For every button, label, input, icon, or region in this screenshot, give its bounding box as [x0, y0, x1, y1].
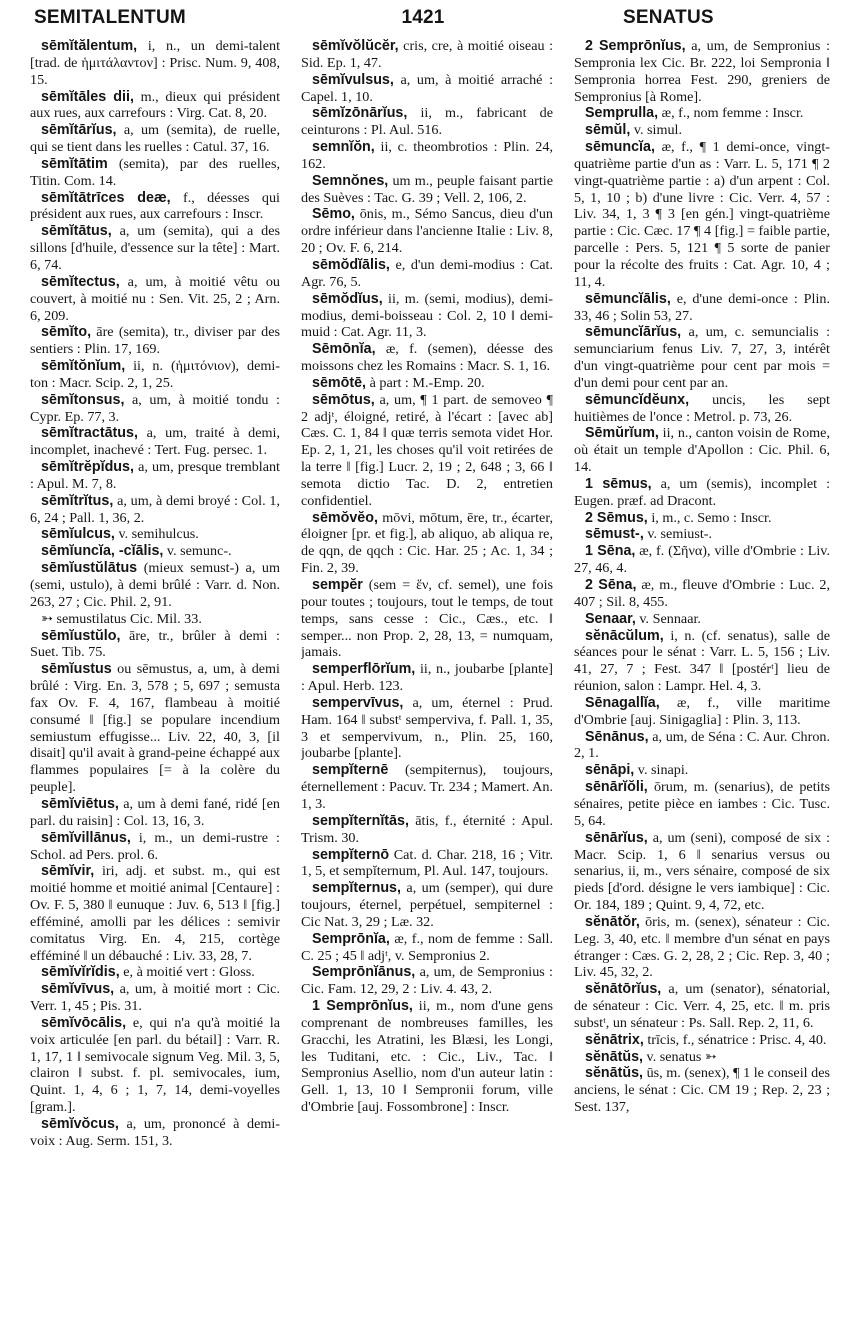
entry-headword: sēmŏvĕo,: [312, 509, 378, 526]
entry-headword: sēmĭtălentum,: [41, 38, 138, 54]
entry-headword: sēmĭtātim: [41, 155, 108, 172]
entry-headword: sempĭternĭtās,: [312, 812, 409, 829]
entry-definition: a, um, c. semuncialis : semunciarium fenus Liv. 7, 27, 3, intérêt d'un vingt-quatrième pour cent par mois = d'un demi pour cent par an.: [574, 324, 830, 391]
entry-headword: 1 sēmus,: [585, 475, 652, 492]
dictionary-entry: [574, 830, 830, 914]
entry-headword: Sēmōnĭa,: [312, 341, 376, 358]
entry-definition: e, à moitié vert : Gloss.: [119, 964, 255, 981]
entry-headword: 2 Sēmus,: [585, 509, 648, 526]
entry-headword: Sēnānus,: [585, 728, 649, 745]
dictionary-entry: [30, 830, 280, 864]
entry-headword: 1 Sēna,: [585, 543, 636, 560]
dictionary-entry: [301, 695, 553, 762]
dictionary-entry: [574, 914, 830, 981]
dictionary-entry: [30, 425, 280, 459]
dictionary-entry: [30, 981, 280, 1015]
entry-headword: sēmuncĭālis,: [585, 290, 671, 307]
dictionary-entry: [574, 139, 830, 291]
entry-headword: sēmĭulcus,: [41, 526, 115, 543]
entry-headword: sĕnācŭlum,: [585, 627, 664, 644]
entry-definition: i, n. (cf. senatus), salle de séances pour le sénat : Varr. L. 5, 156 ; Liv. 41, 27, 7 ; Fest. 347 ‖ [postérᵗ] lieu de réunion, salon : Lampr. Hel. 4, 3.: [574, 627, 830, 695]
entry-definition: ūs, m. (senex), ¶ 1 le conseil des anciens, le sénat : Cic. CM 19 ; Rep. 2, 23 ; Sest. 137,: [574, 1065, 830, 1116]
entry-definition: ii, n. (ἡμιτόνιον), demi-ton : Macr. Scip. 2, 1, 25.: [30, 358, 280, 391]
entry-headword: sēmuncĭdĕunx,: [585, 391, 690, 408]
entry-definition: ii, c. theombrotios : Plin. 24, 162.: [301, 139, 553, 172]
entry-definition: ōnis, m., Sémo Sancus, dieu d'un ordre inférieur dans l'ancienne Italie : Liv. 8, 20 ; Ov. F. 6, 214.: [301, 206, 553, 257]
entry-headword: sēmŭl,: [585, 122, 631, 139]
entry-headword: sĕnātŭs,: [585, 1065, 644, 1082]
dictionary-entry: [301, 341, 553, 375]
dictionary-entry: [574, 392, 830, 426]
entry-headword: semnĭŏn,: [312, 139, 375, 156]
entry-headword: sĕnātŭs,: [585, 1048, 644, 1065]
dictionary-entry: [30, 543, 280, 560]
entry-definition: mōvi, mōtum, ēre, tr., écarter, éloigner [pr. et fig.], ab aliquo, ab aliqua re, de qqn, de qqch : Cic. Har. 25 ; Ac. 1, 34 ; Fin. 2, 39.: [301, 509, 553, 577]
entry-definition: ii, m., fabricant de ceinturons : Pl. Aul. 516.: [301, 105, 553, 139]
entry-definition: a, um, éternel : Prud. Ham. 164 ‖ substᵗ sempervivа, f. Pall. 1, 35, 3 et sempervivum, n., Plin. 25, 160, joubarbe [plante].: [301, 694, 553, 762]
entry-headword: sēmĭvŏcus,: [41, 1116, 119, 1132]
entry-definition: a, um à demi fané, ridé [en parl. du raisin] : Col. 13, 16, 3.: [30, 795, 280, 829]
page-header: [0, 0, 846, 40]
dictionary-entry: [301, 173, 553, 207]
entry-headword: Sēnagallĭa,: [585, 694, 660, 711]
dictionary-entry: [30, 526, 280, 543]
entry-definition: (sem = ἕν, cf. semel), une fois pour toutes ; toujours, tout le temps, de tout temps, sans cesse : Cic., Cæs., etc. ‖ semper... non Prop. 2, 28, 13, = numquam, jamais.: [301, 577, 553, 661]
entry-definition: a, um, prononcé à demi-voix : Aug. Serm. 151, 3.: [30, 1116, 280, 1149]
entry-definition: cris, cre, à moitié oiseau : Sid. Ep. 1, 47.: [301, 38, 553, 71]
entry-headword: 2 Sēna,: [585, 577, 637, 593]
entry-headword: Semprulla,: [585, 105, 659, 122]
dictionary-column-2: [301, 38, 553, 1337]
entry-definition: f., déesses qui président aux rues, aux carrefours : Inscr.: [30, 189, 280, 223]
dictionary-entry: [574, 425, 830, 476]
dictionary-entry: [574, 510, 830, 527]
entry-headword: sēmĭviētus,: [41, 795, 119, 812]
entry-headword: sempĭternō: [312, 846, 390, 863]
entry-definition: a, um, presque tremblant : Apul. M. 7, 8.: [30, 459, 280, 492]
entry-headword: sēmōtē,: [312, 374, 367, 391]
dictionary-entry: [301, 257, 553, 291]
dictionary-entry: [301, 998, 553, 1116]
entry-definition: æ, f., ville maritime d'Ombrie [auj. Sinigaglia] : Plin. 3, 113.: [574, 694, 830, 728]
entry-definition: e, qui n'a qu'à moitié la voix articulée [en parl. du bétail] : Varr. R. 1, 17, 1 ‖ semivocale signum Veg. Mil. 3, 5, clairon ‖ subst. f. pl. semivocales, ium, Quint. 1, 4, 6 ; 1, 7, 14, demi-voyelles [gram.].: [30, 1014, 280, 1116]
entry-definition: āre, tr., brûler à demi : Suet. Tib. 75.: [30, 627, 280, 661]
dictionary-entry: [301, 762, 553, 813]
entry-headword: Sēmo,: [312, 206, 355, 223]
dictionary-entry: [30, 223, 280, 274]
dictionary-entry: [30, 628, 280, 662]
dictionary-entry: [574, 981, 830, 1032]
entry-definition: a, um, à moitié tondu : Cypr. Ep. 77, 3.: [30, 391, 280, 425]
dictionary-entry: [574, 291, 830, 325]
dictionary-entry: [574, 779, 830, 830]
entry-headword: sēmĭtātrīces deæ,: [41, 189, 171, 206]
entry-definition: a, um, à moitié vêtu ou couvert, à moitié nu : Sen. Vit. 25, 2 ; Arn. 6, 209.: [30, 273, 280, 324]
dictionary-entry: [301, 38, 553, 72]
entry-headword: Semprōnĭānus,: [312, 964, 416, 981]
dictionary-entry: [301, 375, 553, 392]
dictionary-entry: [574, 38, 830, 105]
entry-definition: a, um (semis), incomplet : Eugen. præf. ad Dracont.: [574, 475, 830, 509]
dictionary-entry: [301, 291, 553, 342]
entry-headword: Semprōnĭa,: [312, 930, 390, 947]
entry-definition: a, um, de Sempronius : Cic. Fam. 12, 29, 2 : Liv. 4. 43, 2.: [301, 964, 553, 998]
dictionary-entry: [301, 105, 553, 139]
entry-headword: sempĭternē: [312, 762, 389, 779]
entry-definition: v. simul.: [630, 122, 683, 139]
dictionary-entry: [301, 206, 553, 257]
entry-definition: i, m., c. Semo : Inscr.: [647, 509, 772, 526]
entry-headword: sēmĭzōnārĭus,: [312, 105, 408, 122]
entry-headword: sēmĭtāles dii,: [41, 88, 134, 105]
dictionary-entry: [30, 324, 280, 358]
entry-definition: a, um (semita), de ruelle, qui se tient dans les ruelles : Catul. 37, 16.: [30, 122, 280, 156]
entry-definition: v. semihulcus.: [114, 526, 199, 543]
dictionary-entry: [574, 1032, 830, 1049]
entry-definition: ii, n., joubarbe [plante] : Apul. Herb. 123.: [301, 661, 553, 695]
dictionary-entry: [574, 122, 830, 139]
entry-headword: sempĭternus,: [312, 880, 401, 897]
entry-definition: v. Sennaar.: [635, 610, 701, 627]
entry-headword: sēmĭtārĭus,: [41, 122, 117, 139]
dictionary-entry: [574, 1065, 830, 1116]
entry-headword: sēmĭustŭlo,: [41, 627, 121, 644]
entry-definition: i, m., un demi-rustre : Schol. ad Pers. prol. 6.: [30, 829, 280, 863]
entry-definition: uncis, les sept huitièmes de l'once : Metrol. p. 73, 26.: [574, 391, 830, 425]
dictionary-entry: [30, 661, 280, 796]
page-number: 1421: [401, 7, 445, 28]
entry-headword: sempervīvus,: [312, 694, 404, 711]
dictionary-entry: [30, 274, 280, 325]
entry-definition: a, um, à moitié mort : Cic. Verr. 1, 45 ; Pis. 31.: [30, 981, 280, 1015]
dictionary-entry: [30, 796, 280, 830]
dictionary-entry: [574, 543, 830, 577]
dictionary-entry: [301, 847, 553, 881]
entry-definition: ii, m. (semi, modius), demi-modius, demi-boisseau : Col. 2, 10 ‖ demi-muid : Cat. Agr. 11, 3.: [301, 290, 553, 341]
dictionary-entry: [30, 611, 280, 628]
entry-headword: sēnārĭus,: [585, 829, 648, 846]
dictionary-entry: [574, 1049, 830, 1066]
entry-definition: ātis, f., éternité : Apul. Trism. 30.: [301, 812, 553, 846]
dictionary-entry: [301, 392, 553, 510]
dictionary-entry: [301, 661, 553, 695]
dictionary-entry: [30, 863, 280, 964]
dictionary-entry: [30, 459, 280, 493]
entry-definition: v. semiust-.: [643, 526, 713, 543]
entry-definition: a, um, de Sempronius : Sempronia lex Cic. Br. 222, loi Sempronia ‖ Sempronia horrea Fest. 290, greniers de Sempronius [à Rome].: [574, 38, 830, 105]
entry-definition: a, um (semita), qui a des sillons [d'huile, d'essence sur la tête] : Mart. 6, 74.: [30, 223, 280, 273]
dictionary-entry: [301, 964, 553, 998]
entry-definition: ii, n., canton voisin de Rome, où était un temple d'Apollon : Cic. Phil. 6, 14.: [574, 425, 830, 476]
entry-headword: sēnāpi,: [585, 762, 635, 779]
entry-headword: sēmĭvŏlŭcĕr,: [312, 38, 399, 54]
dictionary-column-1: [30, 38, 280, 1337]
entry-definition: a, um (seni), composé de six : Macr. Scip. 1, 6 ‖ senarius versus ou senarius, ii, m., vers sénaire, composé de six pieds [d'ord. désigne le vers iambique] : Cic. Or. 184, 189 ; Quint. 9, 4, 72, etc.: [574, 829, 830, 914]
entry-definition: æ, f., nom de femme : Sall. C. 25 ; 45 ‖ adjᵗ, v. Sempronius 2.: [301, 930, 553, 964]
entry-definition: (sempiternus), toujours, éternellement : Pacuv. Tr. 234 ; Mamert. An. 1, 3.: [301, 762, 553, 812]
dictionary-entry: [301, 577, 553, 661]
entry-definition: a, um, de Séna : C. Aur. Chron. 2, 1.: [574, 728, 830, 762]
entry-headword: sēmĭustŭlātus: [41, 560, 138, 577]
entry-definition: m., dieux qui président aux rues, aux carrefours : Virg. Cat. 8, 20.: [30, 88, 280, 122]
dictionary-entry: [30, 392, 280, 426]
entry-definition: (semita), par des ruelles, Titin. Com. 14.: [30, 155, 280, 189]
entry-headword: sēmust-,: [585, 526, 644, 543]
entry-headword: sēmuncĭārĭus,: [585, 324, 682, 341]
running-head-left: SEMITALENTUM: [34, 7, 186, 28]
entry-headword: sēmĭvulsus,: [312, 71, 394, 88]
dictionary-entry: [574, 476, 830, 510]
entry-definition: a, um (semper), qui dure toujours, éternel, perpétuel, sempiternel : Cic Nat. 3, 29 ; Læ. 32.: [301, 880, 553, 930]
entry-definition: ou sēmustus, a, um, à demi brûlé : Virg. En. 3, 578 ; 5, 697 ; semusta fax Ov. F. 4, 167, flambeau à moitié consumé ‖ [fig.] se populare incendium semiustum effugisse... Liv. 22, 40, 3, [il disait] qu'il avait à grand-peine échappé aux flammes populaires [= à la colère du peuple].: [30, 661, 280, 796]
entry-definition: a, um, traité à demi, incomplet, inachevé : Tert. Fug. persec. 1.: [30, 425, 280, 459]
dictionary-entry: [574, 628, 830, 695]
entry-headword: sēmĭvĭrĭdis,: [41, 964, 120, 981]
entry-headword: sēmĭvir,: [41, 863, 95, 880]
entry-headword: sēmĭtractātus,: [41, 425, 138, 442]
entry-headword: sēmĭto,: [41, 324, 92, 341]
entry-headword: sēmĭtrĭtus,: [41, 492, 114, 509]
dictionary-entry: [301, 72, 553, 106]
entry-headword: sĕnātŏr,: [585, 913, 640, 930]
dictionary-entry: [301, 931, 553, 965]
entry-headword: sēmĭtŏnĭum,: [41, 358, 126, 375]
entry-definition: āre (semita), tr., diviser par des sentiers : Plin. 17, 169.: [30, 324, 280, 358]
entry-definition: um m., peuple faisant partie des Suèves : Tac. G. 39 ; Vell. 2, 106, 2.: [301, 172, 553, 206]
dictionary-entry: [30, 560, 280, 611]
entry-headword: sēmĭustus: [41, 661, 112, 678]
dictionary-entry: [30, 493, 280, 527]
entry-headword: Senaar,: [585, 610, 636, 627]
entry-definition: i, n., un demi-talent [trad. de ἡμιτάλαντον] : Prisc. Num. 9, 408, 15.: [30, 38, 280, 88]
entry-headword: sēmĭvillānus,: [41, 829, 131, 846]
dictionary-entry: [301, 880, 553, 931]
entry-headword: sēmĭtātus,: [41, 223, 112, 240]
entry-headword: sēmĭtectus,: [41, 273, 120, 290]
dictionary-entry: [30, 38, 280, 89]
dictionary-entry: [574, 324, 830, 391]
entry-headword: semperflōrĭum,: [312, 661, 416, 678]
entry-definition: ōrum, m. (senarius), de petits sénaires, petite pièce en iambes : Cic. Tusc. 5, 64.: [574, 779, 830, 829]
dictionary-entry: [574, 577, 830, 611]
dictionary-column-3: [574, 38, 830, 1337]
entry-definition: a, um, à demi broyé : Col. 1, 6, 24 ; Pall. 1, 36, 2.: [30, 492, 280, 526]
entry-headword: sĕnātrix,: [585, 1031, 644, 1048]
entry-definition: (mieux semust-) a, um (semi, ustulo), à demi brûlé : Varr. d. Non. 263, 27 ; Cic. Phil. 2, 91.: [30, 560, 280, 610]
dictionary-entry: [574, 105, 830, 122]
entry-definition: æ, f., nom femme : Inscr.: [658, 105, 804, 122]
entry-definition: v. senatus ➳: [643, 1048, 717, 1065]
dictionary-entry: [30, 156, 280, 190]
entry-headword: Semnŏnes,: [312, 172, 389, 189]
dictionary-entry: [30, 1116, 280, 1150]
entry-headword: sēnārĭŏli,: [585, 779, 648, 796]
entry-definition: æ, m., fleuve d'Ombrie : Luc. 2, 407 ; Sil. 8, 455.: [574, 577, 830, 610]
dictionary-entry: [30, 964, 280, 981]
entry-definition: æ, f., ¶ 1 demi-once, vingt-quatrième partie d'un as : Varr. L. 5, 171 ¶ 2 vingt-quatrième partie : a) d'un arpent : Col. 5, 1, 10 ; b) d'une livre : Cic. Verr. 4, 57 : Liv. 34, 1, 3 ¶ 3 [en gén.] vingt-quatrième partie : Cic. Cæc. 17 ¶ 4 [fig.] = faible partie, parcelle : Pers. 5, 121 ¶ 5 sorte de panier pour la récolte des fruits : Cat. Agr. 10, 4 ; 11, 4.: [574, 139, 830, 290]
entry-definition: Cat. d. Char. 218, 16 ; Vitr. 1, 5, et sempĭternum, Pl. Aul. 147, toujours.: [301, 846, 553, 880]
entry-definition: ii, m., nom d'une gens comprenant de nombreuses familles, les Gracchi, les Atratini, les Blæsi, les Longi, les Tuditani, etc. : Cic., Liv., Tac. ‖ Sempronius Asellio, nom d'un auteur latin : Gell. 1, 13, 10 ‖ Sempronii forum, ville d'Ombrie [auj. Fossombrone] : Inscr.: [301, 998, 553, 1116]
entry-headword: sēmĭtrĕpĭdus,: [41, 459, 134, 476]
entry-headword: sēmŏdĭālis,: [312, 256, 390, 273]
entry-definition: v. semunc-.: [163, 543, 232, 560]
entry-definition: a, um, ¶ 1 part. de semoveo ¶ 2 adjᵗ, éloigné, retiré, à l'écart : [avec ab] Cæs. C. 1, 84 ‖ quæ terris semota videt Hor. Ep. 2, 1, 21, les choses qu'il voit retirées de la terre ‖ [fig.] Lucr. 2, 19 ; 2, 648 ; 3, 66 ‖ semota dictio Tac. D. 2, entretien confidentiel.: [301, 391, 553, 509]
entry-definition: a, um, à moitié arraché : Capel. 1, 10.: [301, 71, 553, 105]
entry-headword: sēmōtus,: [312, 391, 375, 408]
entry-definition: ōris, m. (senex), sénateur : Cic. Leg. 3, 40, etc. ‖ membre d'un sénat en pays étranger : Cæs. G. 2, 28, 2 ; Cic. Rep. 3, 40 ; Liv. 45, 32, 2.: [574, 913, 830, 981]
running-head-right: SENATUS: [623, 7, 714, 28]
entry-definition: semustilatus Cic. Mil. 33.: [52, 610, 202, 627]
dictionary-entry: [30, 358, 280, 392]
entry-definition: iri, adj. et subst. m., qui est moitié homme et moitié animal [Centaure] : Ov. F. 5, 380 ‖ eunuque : Juv. 6, 513 ‖ [fig.] efféminé, amolli par les délices : semivir comitatus Virg. En. 4, 215, cortège efféminé ‖ un débauché : Liv. 33, 28, 7.: [30, 863, 280, 964]
dictionary-entry: [574, 762, 830, 779]
entry-headword: 2 Semprōnĭus,: [585, 38, 686, 54]
entry-headword: sēmĭtonsus,: [41, 391, 125, 408]
entry-headword: Sēmŭrĭum,: [585, 425, 659, 442]
entry-headword: 1 Semprōnĭus,: [312, 998, 413, 1015]
entry-headword: sēmŏdĭus,: [312, 290, 383, 307]
entry-headword: sempĕr: [312, 577, 363, 593]
dictionary-entry: [301, 813, 553, 847]
entry-headword: sēmĭvōcālis,: [41, 1014, 127, 1031]
entry-definition: trīcis, f., sénatrice : Prisc. 4, 40.: [643, 1031, 827, 1048]
dictionary-entry: [574, 695, 830, 729]
entry-headword: sēmuncĭa,: [585, 139, 655, 156]
entry-headword: sēmĭvīvus,: [41, 981, 115, 998]
entry-definition: a, um (senator), sénatorial, de sénateur : Cic. Verr. 4, 25, etc. ‖ m. pris substᵗ, un sénateur : Ps. Sall. Rep. 2, 11, 6.: [574, 981, 830, 1031]
entry-definition: à part : M.-Emp. 20.: [366, 374, 485, 391]
entry-definition: æ, f. (Σῆνα), ville d'Ombrie : Liv. 27, 46, 4.: [574, 543, 830, 577]
entry-definition: v. sinapi.: [634, 762, 689, 779]
entry-headword: ➳: [41, 610, 53, 627]
entry-definition: e, d'un demi-modius : Cat. Agr. 76, 5.: [301, 256, 553, 290]
dictionary-entry: [574, 729, 830, 763]
dictionary-entry: [30, 89, 280, 123]
entry-headword: sĕnātōrĭus,: [585, 981, 662, 998]
entry-headword: sēmĭuncĭa, -cĭālis,: [41, 543, 164, 560]
dictionary-entry: [30, 190, 280, 224]
dictionary-entry: [301, 510, 553, 577]
dictionary-entry: [30, 122, 280, 156]
entry-definition: æ, f. (semen), déesse des moissons chez les Romains : Macr. S. 1, 16.: [301, 341, 553, 375]
entry-definition: e, d'une demi-once : Plin. 33, 46 ; Solin 53, 27.: [574, 290, 830, 324]
dictionary-entry: [301, 139, 553, 173]
dictionary-entry: [574, 611, 830, 628]
dictionary-entry: [30, 1015, 280, 1116]
dictionary-entry: [574, 526, 830, 543]
